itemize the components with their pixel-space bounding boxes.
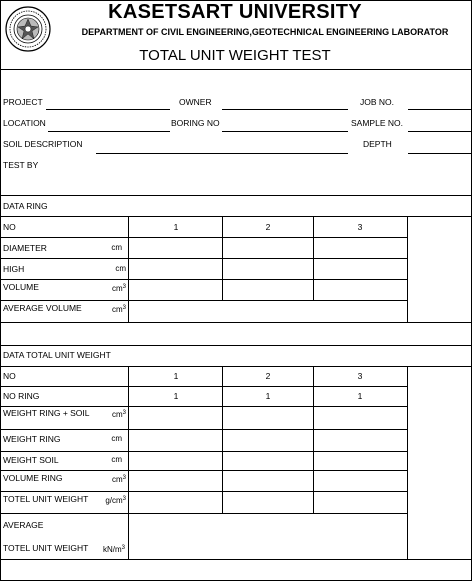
average-label: AVERAGE [3,520,44,530]
weight-col-line [128,366,129,559]
department-title: DEPARTMENT OF CIVIL ENGINEERING,GEOTECHNICAL ENGINEERING LABORATOR [81,27,449,37]
weight-ring-soil-label: WEIGHT RING + SOIL [3,408,90,418]
ring-section-bottom [0,322,472,323]
soil-description-label: SOIL DESCRIPTION [3,139,83,149]
sample-no-label: SAMPLE NO. [351,118,403,128]
ring-row-line [0,300,407,301]
weight-row-line [0,406,407,407]
owner-label: OWNER [179,97,212,107]
weight-soil-label: WEIGHT SOIL [3,455,59,465]
weight-col-line [313,366,314,513]
weight-section-bottom [0,559,472,560]
weight-row-line [0,386,407,387]
depth-label: DEPTH [363,139,392,149]
volume-unit: $cm^3$ [111,284,126,293]
weight-col-3: 3 [357,371,363,381]
weight-ring-label: WEIGHT RING [3,434,61,444]
no-ring-value-1: 1 [173,391,179,401]
weight-col-line [407,366,408,559]
volume-ring-label: VOLUME RING [3,473,63,483]
depth-field[interactable] [408,153,472,154]
weight-no-label: NO [3,371,16,381]
weight-ring-unit: cm [111,434,122,443]
volume-label: VOLUME [3,282,39,292]
no-ring-value-3: 1 [357,391,363,401]
average-total-unit: $kN/m^3$ [102,545,125,554]
weight-col-line [222,366,223,513]
owner-field[interactable] [222,109,348,110]
high-unit: cm [115,264,126,273]
diameter-unit: cm [111,243,122,252]
weight-title-divider [0,366,472,367]
weight-row-line [0,451,407,452]
weight-row-line [0,429,407,430]
project-field[interactable] [46,109,170,110]
ring-col-2: 2 [265,222,271,232]
boring-no-label: BORING NO [171,118,220,128]
sample-no-field[interactable] [408,131,472,132]
ring-row-line [0,279,407,280]
average-total-label: TOTEL UNIT WEIGHT [3,543,89,553]
location-label: LOCATION [3,118,46,128]
weight-section-top [0,345,472,346]
project-label: PROJECT [3,97,43,107]
weight-row-line [0,513,407,514]
total-unit-weight-label: TOTEL UNIT WEIGHT [3,494,89,504]
total-unit-weight-unit: $g/cm^3$ [105,496,126,505]
no-ring-label: NO RING [3,391,40,401]
university-seal-icon [5,6,51,52]
weight-row-line [0,470,407,471]
ring-section-top [0,195,472,196]
ring-col-line [407,216,408,322]
ring-row-line [0,258,407,259]
job-no-label: JOB NO. [360,97,395,107]
ring-col-line [222,216,223,300]
ring-col-3: 3 [357,222,363,232]
university-title: KASETSART UNIVERSITY [108,1,362,23]
volume-ring-unit: $cm^3$ [111,475,126,484]
ring-no-label: NO [3,222,16,232]
job-no-field[interactable] [408,109,472,110]
ring-col-line [128,216,129,322]
location-field[interactable] [48,131,170,132]
test-by-label: TEST BY [3,160,39,170]
ring-section-title: DATA RING [3,201,48,211]
average-volume-label: AVERAGE VOLUME [3,303,82,313]
test-title: TOTAL UNIT WEIGHT TEST [139,47,331,64]
weight-col-1: 1 [173,371,179,381]
no-ring-value-2: 1 [265,391,271,401]
diameter-label: DIAMETER [3,243,47,253]
weight-section-title: DATA TOTAL UNIT WEIGHT [3,350,111,360]
ring-col-line [313,216,314,300]
high-label: HIGH [3,264,25,274]
weight-col-2: 2 [265,371,271,381]
average-volume-unit: $cm^3$ [111,305,126,314]
ring-title-divider [0,216,472,217]
soil-description-field[interactable] [96,153,348,154]
weight-row-line [0,491,407,492]
weight-soil-unit: cm [111,455,122,464]
ring-col-1: 1 [173,222,179,232]
boring-no-field[interactable] [222,131,348,132]
header-divider [0,69,472,70]
weight-ring-soil-unit: $cm^3$ [111,410,126,419]
ring-row-line [0,237,407,238]
